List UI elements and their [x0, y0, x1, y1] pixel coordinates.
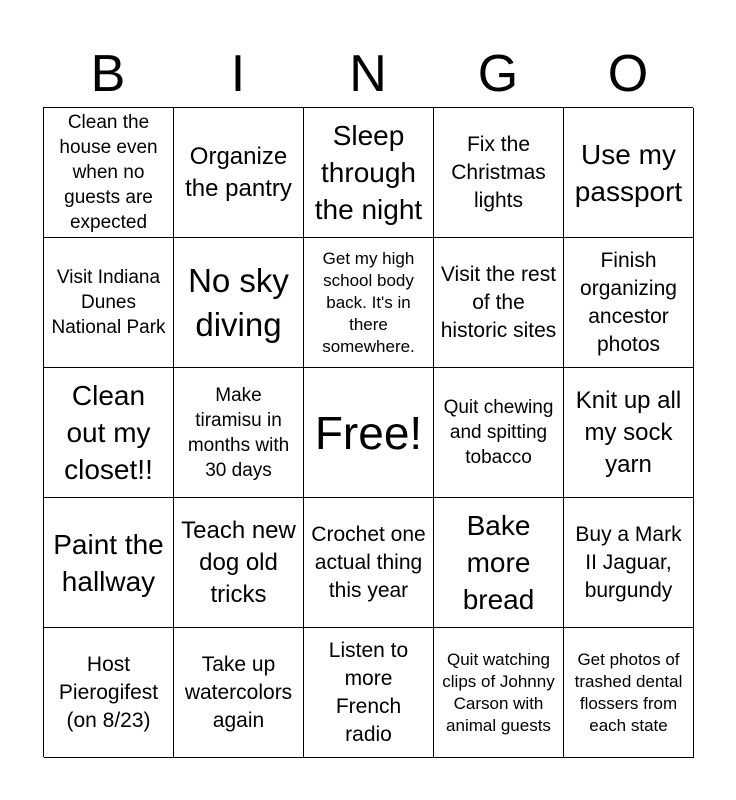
bingo-cell-r5-c3[interactable] [304, 628, 434, 758]
bingo-cell-r1-c3[interactable] [304, 108, 434, 238]
bingo-cell-r4-c2[interactable] [174, 498, 304, 628]
bingo-cell-r2-c2[interactable] [174, 238, 304, 368]
bingo-cell-text: Bake more bread [462, 510, 535, 615]
bingo-cell-r1-c2[interactable] [174, 108, 304, 238]
bingo-cell-text: Finish organizing ancestor photos [580, 248, 677, 356]
bingo-cell-r3-c2[interactable] [174, 368, 304, 498]
bingo-cell-text: Crochet one actual thing this year [311, 522, 426, 602]
bingo-cell-text: Teach new dog old tricks [181, 516, 296, 608]
bingo-cell-text: Free! [314, 406, 423, 459]
bingo-cell-text: Quit watching clips of Johnny Carson with animal guests [442, 649, 555, 735]
bingo-cell-text: Take up watercolors again [184, 652, 293, 732]
bingo-cell-r3-c1[interactable] [44, 368, 174, 498]
bingo-cell-text: Host Pierogifest (on 8/23) [58, 652, 159, 732]
bingo-cell-text: Buy a Mark II Jaguar, burgundy [575, 522, 682, 602]
header-letter-g: G [477, 45, 519, 103]
bingo-cell-text: No sky diving [188, 261, 289, 343]
bingo-cell-r4-c1[interactable] [44, 498, 174, 628]
bingo-cell-r2-c5[interactable] [564, 238, 694, 368]
bingo-cell-r4-c4[interactable] [434, 498, 564, 628]
bingo-cell-text: Clean the house even when no guests are expected [59, 112, 158, 233]
bingo-cell-text: Use my passport [574, 138, 683, 207]
bingo-cell-r1-c5[interactable] [564, 108, 694, 238]
bingo-cell-text: Make tiramisu in months with 30 days [187, 384, 290, 481]
bingo-cell-text: Get photos of trashed dental flossers from each state [574, 649, 683, 735]
header-letter-b: B [90, 45, 126, 103]
bingo-cell-r2-c3[interactable] [304, 238, 434, 368]
header-letter-o: O [607, 45, 649, 103]
bingo-cell-r3-c4[interactable] [434, 368, 564, 498]
bingo-cell-r5-c5[interactable] [564, 628, 694, 758]
bingo-cell-r5-c4[interactable] [434, 628, 564, 758]
header-letter-i: I [230, 45, 246, 103]
bingo-cell-text: Clean out my closet!! [64, 380, 153, 485]
bingo-board [43, 107, 693, 757]
bingo-cell-r2-c4[interactable] [434, 238, 564, 368]
bingo-cell-text: Visit the rest of the historic sites [440, 262, 557, 342]
bingo-header [43, 40, 693, 108]
bingo-cell-r4-c3[interactable] [304, 498, 434, 628]
bingo-cell-text: Sleep through the night [314, 120, 423, 225]
bingo-cell-r1-c4[interactable] [434, 108, 564, 238]
bingo-cell-r1-c1[interactable] [44, 108, 174, 238]
bingo-cell-text: Knit up all my sock yarn [575, 386, 682, 478]
bingo-cell-r3-c5[interactable] [564, 368, 694, 498]
bingo-cell-r4-c5[interactable] [564, 498, 694, 628]
bingo-cell-text: Fix the Christmas lights [451, 132, 546, 212]
bingo-cell-r5-c1[interactable] [44, 628, 174, 758]
bingo-cell-text: Quit chewing and spitting tobacco [443, 397, 554, 468]
bingo-cell-text: Organize the pantry [185, 142, 292, 202]
bingo-cell-free[interactable] [304, 368, 434, 498]
bingo-cell-r5-c2[interactable] [174, 628, 304, 758]
header-letter-n: N [349, 45, 387, 103]
bingo-cell-text: Listen to more French radio [328, 638, 409, 746]
bingo-cell-text: Visit Indiana Dunes National Park [51, 267, 166, 338]
bingo-cell-text: Get my high school body back. It's in there somewhere. [322, 248, 415, 356]
bingo-cell-text: Paint the hallway [53, 528, 164, 597]
bingo-cell-r2-c1[interactable] [44, 238, 174, 368]
